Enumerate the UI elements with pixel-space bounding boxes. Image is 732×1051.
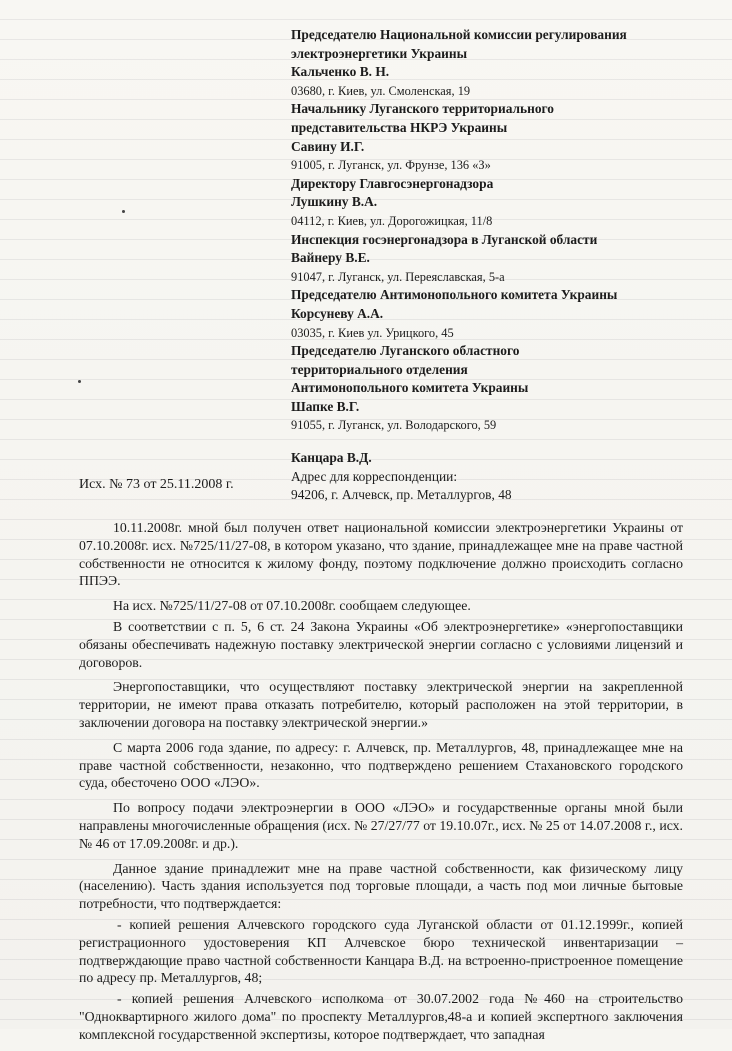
sender-address-label: Адрес для корреспонденции: (291, 468, 458, 484)
scan-speck (122, 210, 125, 213)
addressee-glavgosenergonadzor (291, 175, 711, 231)
paragraph: Энергопоставщики, что осуществляют поставку электрической энергии на закрепленной территории, не имеют права отказать потребителю, который расположен на этой территории, в заключении договора на поставку электрической энергии.» (79, 679, 683, 730)
addressee-block (291, 26, 711, 505)
addressee-line: электроэнергетики Украины (291, 45, 468, 61)
addressee-line: представительства НКРЭ Украины (291, 119, 508, 135)
sender-block (291, 449, 711, 505)
addressee-nkre (291, 26, 711, 100)
addressee-line: Кальченко В. Н. (291, 64, 390, 80)
addressee-address: 03680, г. Киев, ул. Смоленская, 19 (291, 83, 471, 98)
addressee-address: 91005, г. Луганск, ул. Фрунзе, 136 «З» (291, 158, 491, 173)
addressee-line: Вайнеру В.Е. (291, 250, 370, 266)
addressee-address: 91055, г. Луганск, ул. Володарского, 59 (291, 418, 497, 433)
addressee-antimonopoly-lugansk (291, 342, 711, 435)
list-item: - копией решения Алчевского городского суда Луганской области от 01.12.1999г., копией регистрационного удостоверения КП Алчевское бюро технической инвентаризации – подтверждающие право частной собственности Канцара В.Д. на встроенно-пристроенное помещение по адресу пр. Металлургов, 48; (79, 916, 683, 986)
addressee-line: Начальнику Луганского территориального (291, 101, 554, 117)
paragraph: 10.11.2008г. мной был получен ответ национальной комиссии электроэнергетики Украины от 07.10.2008г. исх. №725/11/27-08, в котором указано, что здание, принадлежащее мне на праве частной собственности не относится к жилому фонду, поэтому подключение должно происходить согласно ППЭЭ. (79, 520, 683, 589)
addressee-line: Корсуневу А.А. (291, 305, 384, 321)
addressee-line: Лушкину В.А. (291, 194, 378, 210)
addressee-line: Савину И.Г. (291, 138, 365, 154)
addressee-line: Антимонопольного комитета Украины (291, 380, 529, 396)
addressee-address: 03035, г. Киев ул. Урицкого, 45 (291, 325, 454, 340)
outgoing-number: Исх. № 73 от 25.11.2008 г. (79, 477, 234, 492)
addressee-address: 91047, г. Луганск, ул. Переяславская, 5-а (291, 269, 505, 284)
paragraph: С марта 2006 года здание, по адресу: г. Алчевск, пр. Металлургов, 48, принадлежащее мне на праве частной собственности, незаконно, что подтверждено решением Стахановского городского суда, обесточено ООО «ЛЭО». (79, 739, 683, 791)
addressee-line: Председателю Антимонопольного комитета Украины (291, 287, 618, 303)
paragraph: В соответствии с п. 5, 6 ст. 24 Закона Украины «Об электроэнергетике» «энергопоставщики обязаны обеспечивать надежную поставку электрической энергии согласно с условиями лицензий и договоров. (79, 618, 683, 670)
scan-speck (78, 380, 81, 383)
addressee-antimonopoly (291, 286, 711, 342)
paragraph: На исх. №725/11/27-08 от 07.10.2008г. сообщаем следующее. (113, 598, 471, 614)
addressee-address: 04112, г. Киев, ул. Дорогожицкая, 11/8 (291, 213, 493, 228)
paragraph: Данное здание принадлежит мне на праве частной собственности, как физическому лицу (населению). Часть здания используется под торговые площади, а часть под мои личные бытовые потребности, что подтверждается: (79, 860, 683, 912)
sender-name: Канцара В.Д. (291, 450, 372, 466)
paragraph: По вопросу подачи электроэнергии в ООО «ЛЭО» и государственные органы мной были направлены многочисленные обращения (исх. № 27/27/77 от 19.10.07г., исх. № 25 от 14.07.2008 г., исх. № 46 от 17.09.2008г. и др.). (79, 800, 683, 851)
addressee-line: Председателю Национальной комиссии регулирования (291, 27, 627, 42)
letter-body (79, 519, 683, 1051)
addressee-line: Инспекция госэнергонадзора в Луганской области (291, 231, 598, 247)
addressee-line: Председателю Луганского областного (291, 343, 520, 359)
addressee-inspection (291, 231, 711, 287)
addressee-line: Директору Главгосэнергонадзора (291, 175, 494, 191)
addressee-line: территориального отделения (291, 361, 468, 377)
addressee-nkre-lugansk (291, 100, 711, 174)
list-item: - копией решения Алчевского исполкома от 30.07.2002 года №460 на строительство "Одноквартирного жилого дома" по проспекту Металлургов,48-а и копией экспертного заключения комплексной государственной экспертизы, которое подтверждает, что западная (79, 991, 683, 1042)
sender-address: 94206, г. Алчевск, пр. Металлургов, 48 (291, 487, 512, 503)
addressee-line: Шапке В.Г. (291, 398, 360, 414)
